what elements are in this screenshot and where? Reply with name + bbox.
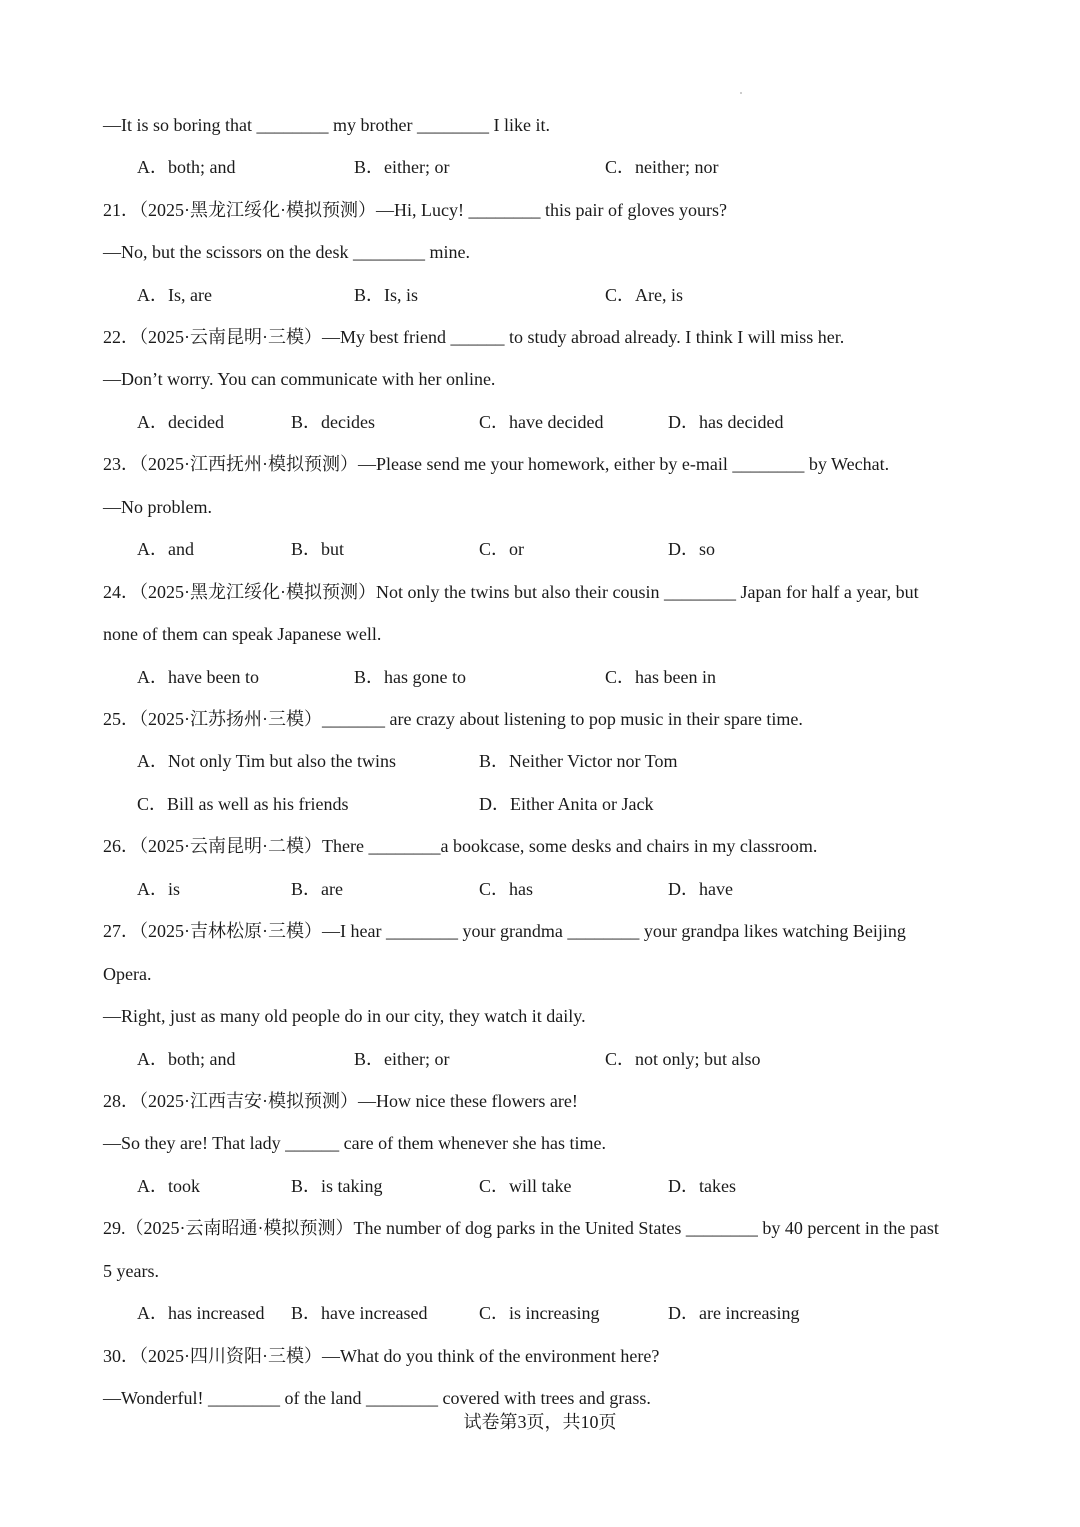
question-29-stem: 29.（2025·云南昭通·模拟预测）The number of dog parks in the United States ________ by 40 percent in the past	[103, 1218, 939, 1238]
q27-option-c: C．not only; but also	[605, 1049, 761, 1069]
q23-option-b: B．but	[291, 539, 345, 559]
q23-option-c: C．or	[479, 539, 524, 559]
question-24-stem: 24．（2025·黑龙江绥化·模拟预测）Not only the twins but also their cousin ________ Japan for half a year, but	[103, 582, 919, 602]
q20-option-b: B．either; or	[354, 157, 450, 177]
q27-option-a: A．both; and	[137, 1049, 236, 1069]
q22-option-c: C．have decided	[479, 412, 604, 432]
q29-option-b: B．have increased	[291, 1303, 428, 1323]
q24-option-a: A．have been to	[137, 667, 259, 687]
q22-option-b: B．decides	[291, 412, 375, 432]
q25-option-b: B．Neither Victor nor Tom	[479, 751, 678, 771]
q25-option-d: D．Either Anita or Jack	[479, 794, 654, 814]
q28-option-c: C．will take	[479, 1176, 572, 1196]
q25-option-a: A．Not only Tim but also the twins	[137, 751, 397, 771]
q26-option-a: A．is	[137, 879, 181, 899]
q24-option-c: C．has been in	[605, 667, 716, 687]
question-23-reply: —No problem.	[103, 497, 212, 517]
q26-option-d: D．have	[668, 879, 733, 899]
question-25-stem: 25．（2025·江苏扬州·三模）_______ are crazy about listening to pop music in their spare time.	[103, 709, 803, 729]
question-28-stem: 28．（2025·江西吉安·模拟预测）—How nice these flowers are!	[103, 1091, 578, 1111]
q21-option-a: A．Is, are	[137, 285, 212, 305]
q28-option-b: B．is taking	[291, 1176, 383, 1196]
question-22-reply: —Don’t worry. You can communicate with her online.	[103, 369, 496, 389]
q24-option-b: B．has gone to	[354, 667, 466, 687]
q28-option-d: D．takes	[668, 1176, 736, 1196]
question-27-stem-cont: Opera.	[103, 964, 152, 984]
q29-option-d: D．are increasing	[668, 1303, 800, 1323]
q22-option-a: A．decided	[137, 412, 224, 432]
q26-option-b: B．are	[291, 879, 343, 899]
question-30-stem: 30．（2025·四川资阳·三模）—What do you think of the environment here?	[103, 1346, 660, 1366]
q20-option-c: C．neither; nor	[605, 157, 719, 177]
q25-option-c: C．Bill as well as his friends	[137, 794, 349, 814]
question-30-reply: —Wonderful! ________ of the land ________ covered with trees and grass.	[103, 1388, 651, 1408]
q21-option-c: C．Are, is	[605, 285, 683, 305]
q21-option-b: B．Is, is	[354, 285, 419, 305]
question-23-stem: 23．（2025·江西抚州·模拟预测）—Please send me your homework, either by e-mail ________ by Wechat.	[103, 454, 890, 474]
q26-option-c: C．has	[479, 879, 533, 899]
question-24-stem-cont: none of them can speak Japanese well.	[103, 624, 382, 644]
scan-speck	[740, 92, 742, 94]
q29-option-c: C．is increasing	[479, 1303, 600, 1323]
q23-option-d: D．so	[668, 539, 716, 559]
page-footer: 试卷第3页，共10页	[463, 1412, 617, 1432]
question-27-stem: 27．（2025·吉林松原·三模）—I hear ________ your grandma ________ your grandpa likes watching Beijing	[103, 921, 906, 941]
q20-option-a: A．both; and	[137, 157, 236, 177]
q28-option-a: A．took	[137, 1176, 200, 1196]
q23-option-a: A．and	[137, 539, 194, 559]
question-21-stem: 21．（2025·黑龙江绥化·模拟预测）—Hi, Lucy! ________ this pair of gloves yours?	[103, 200, 727, 220]
question-29-stem-cont: 5 years.	[103, 1261, 159, 1281]
question-26-stem: 26．（2025·云南昆明·二模）There ________a bookcase, some desks and chairs in my classroom.	[103, 836, 818, 856]
question-21-reply: —No, but the scissors on the desk ________ mine.	[103, 242, 470, 262]
question-22-stem: 22．（2025·云南昆明·三模）—My best friend ______ to study abroad already. I think I will miss her.	[103, 327, 845, 347]
question-28-reply: —So they are! That lady ______ care of them whenever she has time.	[103, 1133, 607, 1153]
q27-option-b: B．either; or	[354, 1049, 450, 1069]
q29-option-a: A．has increased	[137, 1303, 265, 1323]
q22-option-d: D．has decided	[668, 412, 784, 432]
question-27-reply: —Right, just as many old people do in our city, they watch it daily.	[103, 1006, 586, 1026]
question-20-line: —It is so boring that ________ my brother ________ I like it.	[103, 115, 550, 135]
